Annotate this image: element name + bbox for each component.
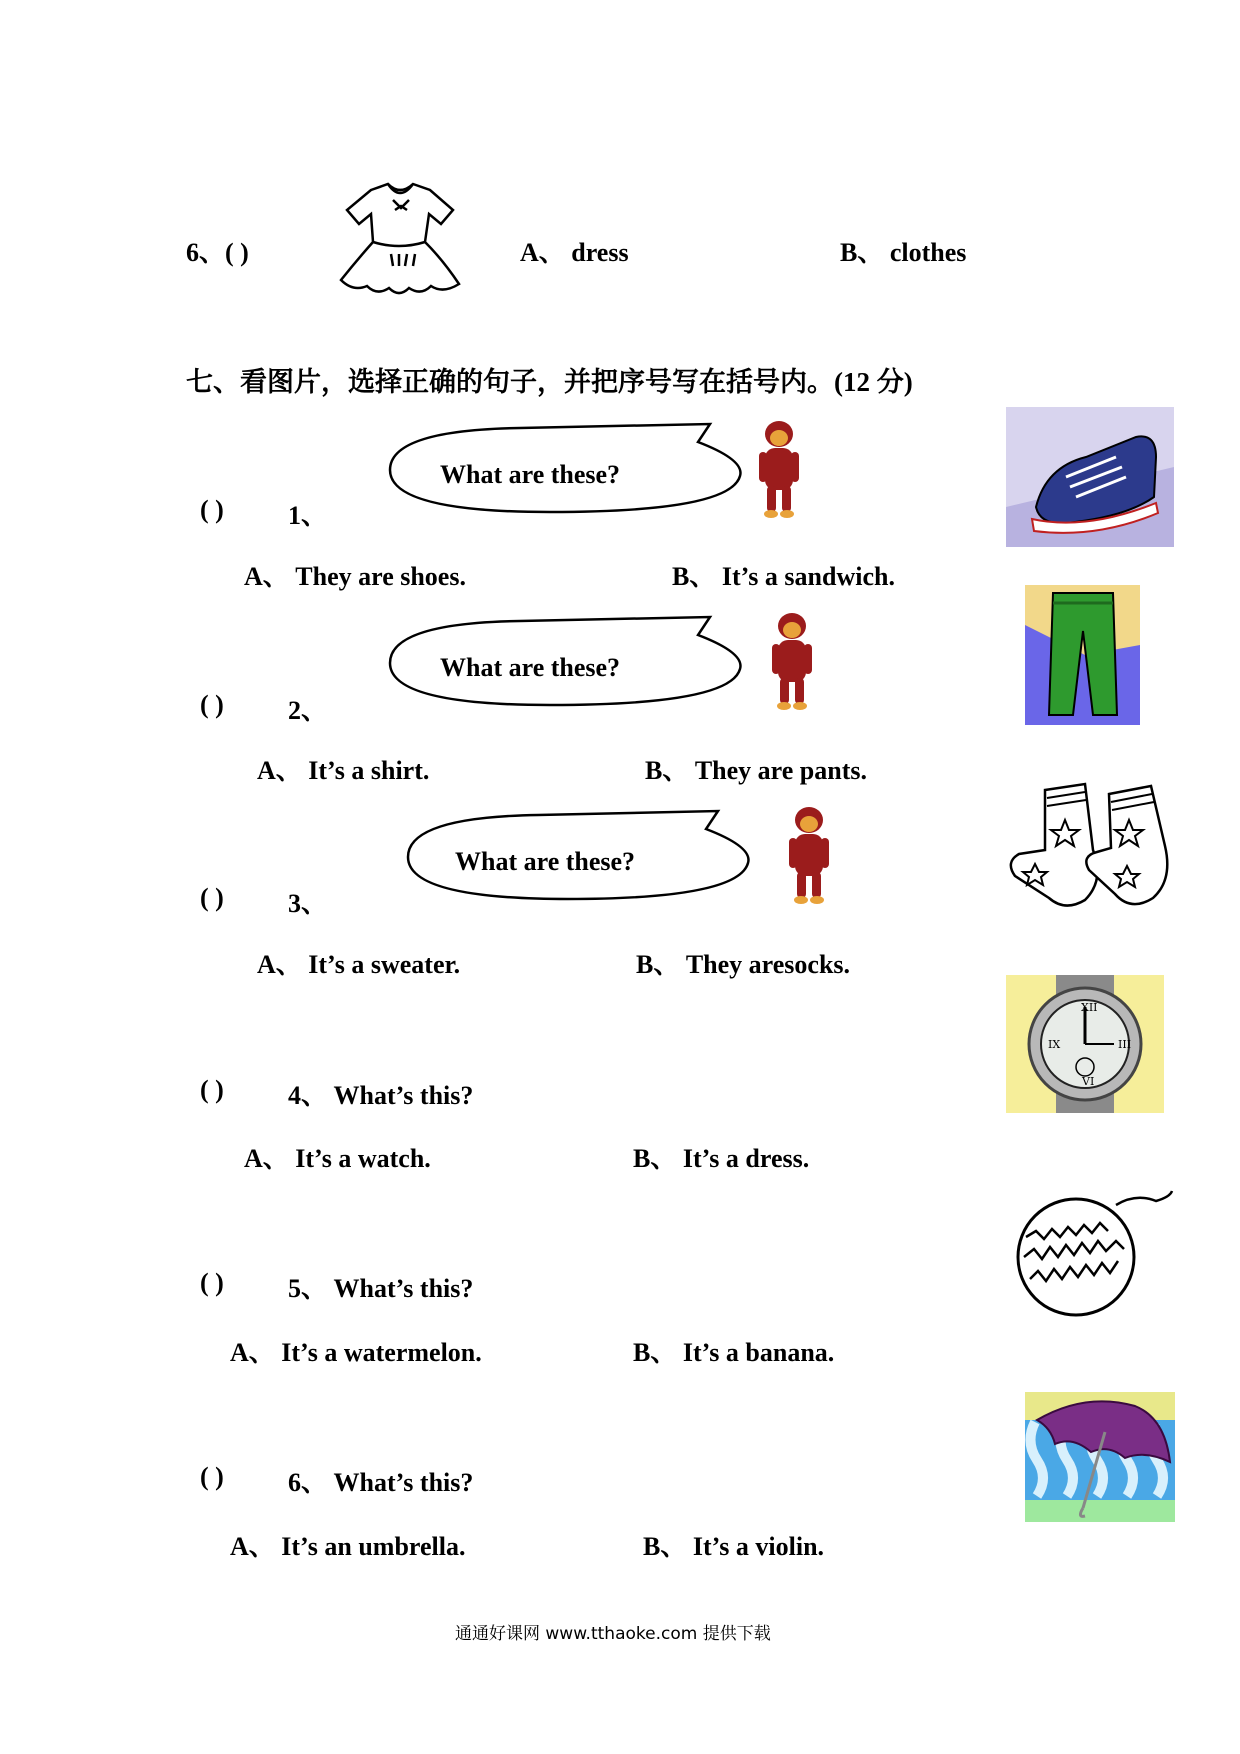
footer-text: 通通好课网 www.tthaoke.com 提供下载 <box>455 1624 771 1644</box>
option-a: A、 It’s a watch. <box>244 1144 431 1173</box>
option-a: A、 It’s a shirt. <box>257 756 430 785</box>
answer-blank[interactable]: ( ) <box>200 1075 224 1104</box>
option-b: B、 It’s a banana. <box>633 1338 835 1367</box>
question-number: 2、 <box>288 696 328 725</box>
speech-bubble-text: What are these? <box>455 847 636 876</box>
question-number: 5、 What’s this? <box>288 1274 474 1303</box>
speech-bubble-text: What are these? <box>440 653 621 682</box>
monkey-icon <box>755 420 805 520</box>
svg-text:XII: XII <box>1081 1001 1098 1014</box>
option-b: B、 They aresocks. <box>636 950 851 979</box>
watermelon-picture <box>1006 1187 1176 1317</box>
option-b: B、 It’s a sandwich. <box>672 562 895 591</box>
svg-text:IX: IX <box>1048 1038 1061 1051</box>
section-heading: 七、看图片，选择正确的句子，并把序号写在括号内。(12 分) <box>186 367 913 397</box>
prev-option-b: B、 clothes <box>840 238 967 267</box>
shoes-picture <box>1006 407 1174 547</box>
speech-bubble-text: What are these? <box>440 460 621 489</box>
prev-question-number: 6、( ) <box>186 238 249 267</box>
monkey-icon <box>768 612 818 712</box>
monkey-icon <box>785 806 835 906</box>
option-b: B、 They are pants. <box>645 756 867 785</box>
answer-blank[interactable]: ( ) <box>200 1268 224 1297</box>
answer-blank[interactable]: ( ) <box>200 1462 224 1491</box>
question-number: 6、 What’s this? <box>288 1468 474 1497</box>
socks-picture <box>1005 780 1175 915</box>
svg-text:III: III <box>1118 1038 1132 1051</box>
option-b: B、 It’s a violin. <box>643 1532 825 1561</box>
option-a: A、 They are shoes. <box>244 562 466 591</box>
pants-picture <box>1025 585 1140 725</box>
umbrella-picture <box>1025 1392 1175 1522</box>
answer-blank[interactable]: ( ) <box>200 495 224 524</box>
option-a: A、 It’s an umbrella. <box>230 1532 466 1561</box>
option-a: A、 It’s a watermelon. <box>230 1338 482 1367</box>
question-number: 1、 <box>288 501 328 530</box>
prev-option-a: A、 dress <box>520 238 629 267</box>
option-a: A、 It’s a sweater. <box>257 950 461 979</box>
option-b: B、 It’s a dress. <box>633 1144 810 1173</box>
answer-blank[interactable]: ( ) <box>200 690 224 719</box>
question-number: 4、 What’s this? <box>288 1081 474 1110</box>
answer-blank[interactable]: ( ) <box>200 883 224 912</box>
svg-text:VI: VI <box>1082 1075 1095 1088</box>
question-number: 3、 <box>288 889 328 918</box>
dress-picture <box>333 180 468 298</box>
watch-picture <box>1006 975 1164 1113</box>
